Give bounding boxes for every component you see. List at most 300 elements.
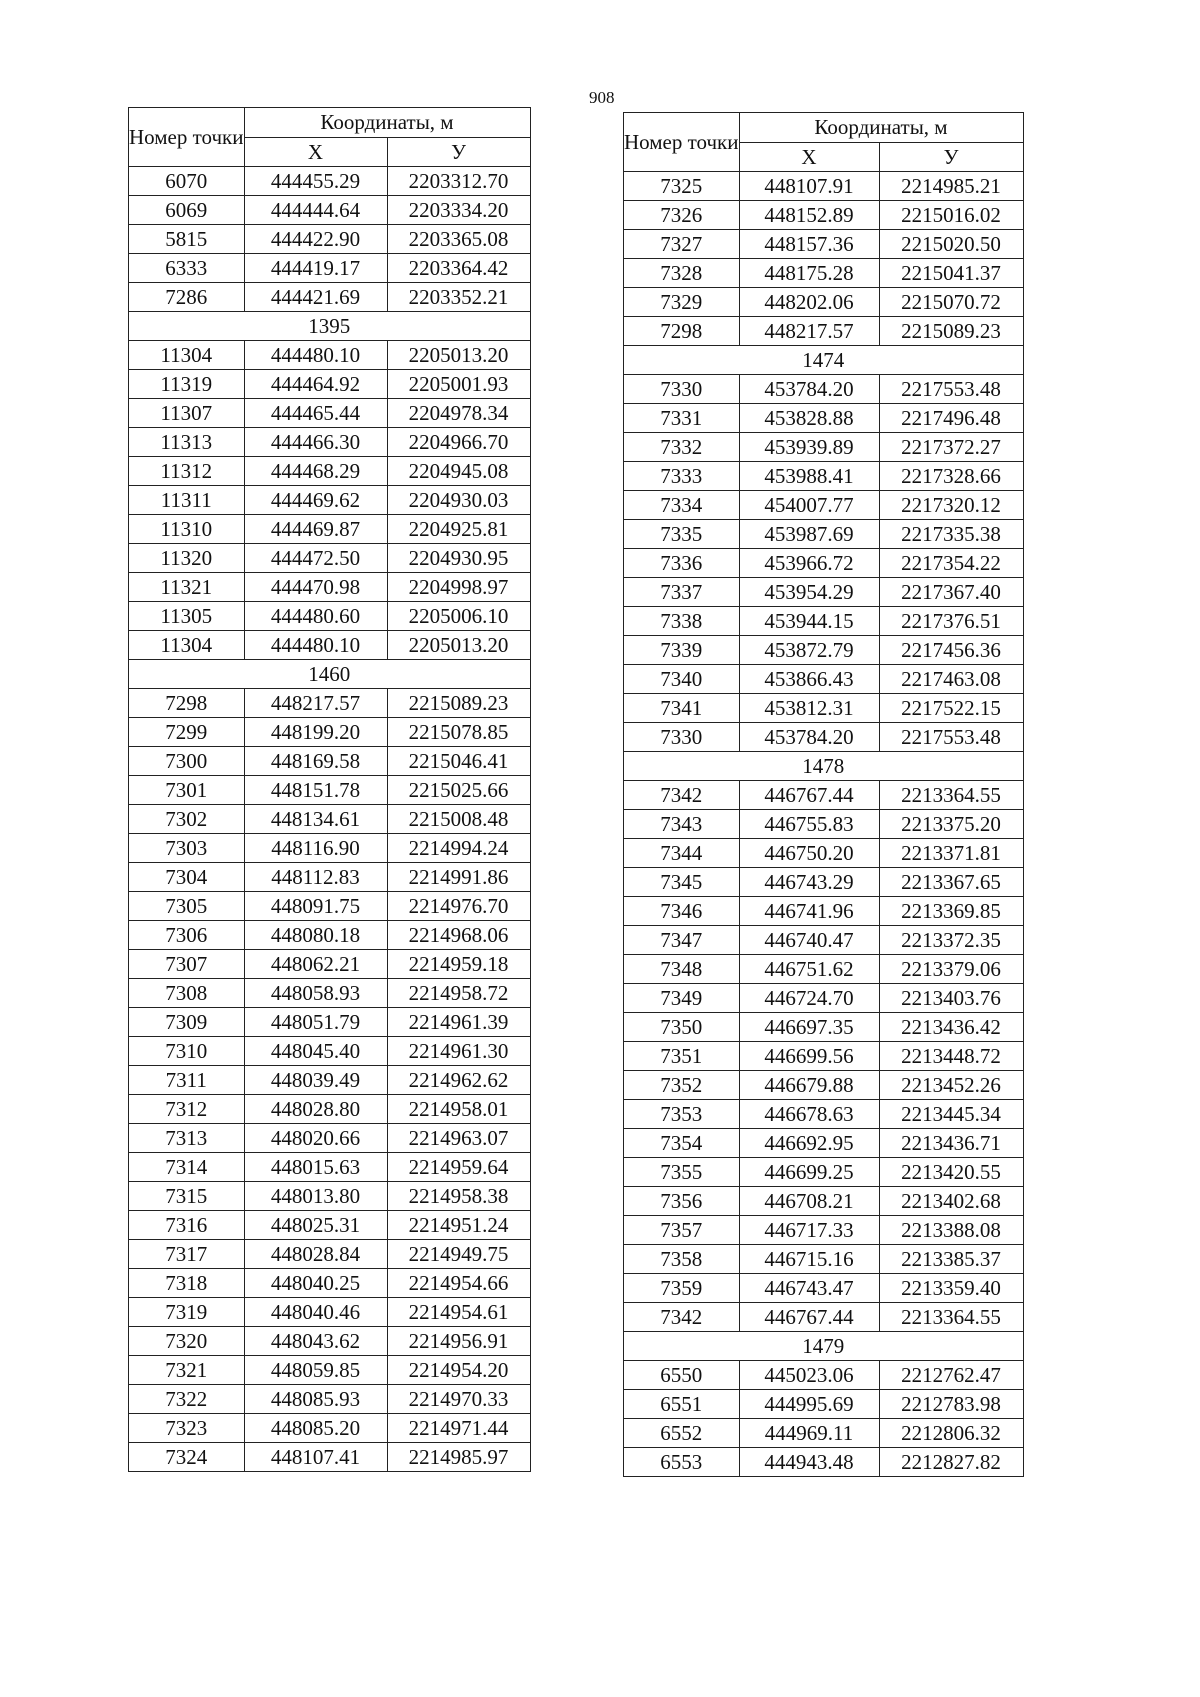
table-row bbox=[624, 172, 1024, 201]
point-number-cell: 7335 bbox=[624, 520, 740, 549]
table-row bbox=[129, 515, 531, 544]
table-row bbox=[624, 317, 1024, 346]
y-coordinate-cell: 2213452.26 bbox=[879, 1071, 1023, 1100]
point-number-cell: 7311 bbox=[129, 1066, 245, 1095]
y-coordinate-cell: 2214968.06 bbox=[387, 921, 530, 950]
table-row bbox=[624, 201, 1024, 230]
x-coordinate-cell: 446751.62 bbox=[739, 955, 879, 984]
x-coordinate-cell: 444480.10 bbox=[244, 341, 387, 370]
x-coordinate-cell: 448040.46 bbox=[244, 1298, 387, 1327]
x-coordinate-cell: 444444.64 bbox=[244, 196, 387, 225]
table-row bbox=[624, 839, 1024, 868]
y-coordinate-cell: 2214954.66 bbox=[387, 1269, 530, 1298]
x-coordinate-cell: 448157.36 bbox=[739, 230, 879, 259]
y-coordinate-cell: 2217335.38 bbox=[879, 520, 1023, 549]
y-coordinate-cell: 2213445.34 bbox=[879, 1100, 1023, 1129]
y-coordinate-cell: 2213371.81 bbox=[879, 839, 1023, 868]
y-coordinate-cell: 2214961.39 bbox=[387, 1008, 530, 1037]
y-coordinate-cell: 2214963.07 bbox=[387, 1124, 530, 1153]
x-coordinate-cell: 448152.89 bbox=[739, 201, 879, 230]
table-row bbox=[624, 1071, 1024, 1100]
table-row bbox=[129, 1385, 531, 1414]
x-coordinate-cell: 453944.15 bbox=[739, 607, 879, 636]
table-row bbox=[624, 520, 1024, 549]
table-row bbox=[129, 979, 531, 1008]
y-coordinate-cell: 2213402.68 bbox=[879, 1187, 1023, 1216]
y-coordinate-cell: 2214994.24 bbox=[387, 834, 530, 863]
point-number-cell: 7331 bbox=[624, 404, 740, 433]
x-coordinate-cell: 448175.28 bbox=[739, 259, 879, 288]
table-row bbox=[129, 921, 531, 950]
y-coordinate-cell: 2214976.70 bbox=[387, 892, 530, 921]
table-row bbox=[129, 370, 531, 399]
table-row bbox=[129, 399, 531, 428]
x-coordinate-cell: 446755.83 bbox=[739, 810, 879, 839]
y-coordinate-cell: 2214985.97 bbox=[387, 1443, 530, 1472]
point-number-cell: 7298 bbox=[129, 689, 245, 718]
x-coordinate-cell: 446750.20 bbox=[739, 839, 879, 868]
coordinates-table-left bbox=[128, 107, 531, 1472]
x-coordinate-cell: 444995.69 bbox=[739, 1390, 879, 1419]
point-number-cell: 7358 bbox=[624, 1245, 740, 1274]
point-number-cell: 7321 bbox=[129, 1356, 245, 1385]
section-row bbox=[624, 1332, 1024, 1361]
y-coordinate-cell: 2215089.23 bbox=[387, 689, 530, 718]
x-coordinate-cell: 444421.69 bbox=[244, 283, 387, 312]
table-row bbox=[624, 1216, 1024, 1245]
point-number-cell: 6550 bbox=[624, 1361, 740, 1390]
x-coordinate-cell: 448112.83 bbox=[244, 863, 387, 892]
x-coordinate-cell: 448059.85 bbox=[244, 1356, 387, 1385]
table-row bbox=[624, 868, 1024, 897]
table-row bbox=[129, 254, 531, 283]
section-row bbox=[129, 312, 531, 341]
y-coordinate-cell: 2214954.20 bbox=[387, 1356, 530, 1385]
x-coordinate-cell: 446678.63 bbox=[739, 1100, 879, 1129]
x-coordinate-cell: 444470.98 bbox=[244, 573, 387, 602]
y-coordinate-cell: 2214959.18 bbox=[387, 950, 530, 979]
point-number-cell: 7349 bbox=[624, 984, 740, 1013]
table-row bbox=[129, 892, 531, 921]
section-row bbox=[129, 660, 531, 689]
table-row bbox=[624, 723, 1024, 752]
x-coordinate-cell: 446717.33 bbox=[739, 1216, 879, 1245]
x-coordinate-cell: 445023.06 bbox=[739, 1361, 879, 1390]
y-coordinate-cell: 2214962.62 bbox=[387, 1066, 530, 1095]
y-coordinate-cell: 2213385.37 bbox=[879, 1245, 1023, 1274]
point-number-cell: 11304 bbox=[129, 341, 245, 370]
y-coordinate-cell: 2214949.75 bbox=[387, 1240, 530, 1269]
x-coordinate-cell: 448107.91 bbox=[739, 172, 879, 201]
header-coordinates: Координаты, м bbox=[739, 113, 1023, 143]
x-coordinate-cell: 448039.49 bbox=[244, 1066, 387, 1095]
y-coordinate-cell: 2204925.81 bbox=[387, 515, 530, 544]
y-coordinate-cell: 2213448.72 bbox=[879, 1042, 1023, 1071]
table-row bbox=[129, 341, 531, 370]
point-number-cell: 7328 bbox=[624, 259, 740, 288]
x-coordinate-cell: 446699.56 bbox=[739, 1042, 879, 1071]
table-row bbox=[129, 1153, 531, 1182]
table-row bbox=[624, 1274, 1024, 1303]
page-number: 908 bbox=[589, 88, 615, 107]
point-number-cell: 7305 bbox=[129, 892, 245, 921]
y-coordinate-cell: 2213420.55 bbox=[879, 1158, 1023, 1187]
y-coordinate-cell: 2213364.55 bbox=[879, 781, 1023, 810]
table-row bbox=[129, 689, 531, 718]
x-coordinate-cell: 446741.96 bbox=[739, 897, 879, 926]
point-number-cell: 7327 bbox=[624, 230, 740, 259]
point-number-cell: 7312 bbox=[129, 1095, 245, 1124]
y-coordinate-cell: 2214958.72 bbox=[387, 979, 530, 1008]
y-coordinate-cell: 2212806.32 bbox=[879, 1419, 1023, 1448]
table-row bbox=[624, 230, 1024, 259]
x-coordinate-cell: 446715.16 bbox=[739, 1245, 879, 1274]
header-point-number: Номер точки bbox=[129, 108, 245, 167]
table-row bbox=[624, 1448, 1024, 1477]
y-coordinate-cell: 2215041.37 bbox=[879, 259, 1023, 288]
table-body-left bbox=[129, 167, 531, 1472]
point-number-cell: 7306 bbox=[129, 921, 245, 950]
table-row bbox=[624, 636, 1024, 665]
point-number-cell: 7350 bbox=[624, 1013, 740, 1042]
x-coordinate-cell: 453987.69 bbox=[739, 520, 879, 549]
y-coordinate-cell: 2215078.85 bbox=[387, 718, 530, 747]
x-coordinate-cell: 453939.89 bbox=[739, 433, 879, 462]
section-label: 1478 bbox=[624, 752, 1024, 781]
x-coordinate-cell: 448045.40 bbox=[244, 1037, 387, 1066]
point-number-cell: 7355 bbox=[624, 1158, 740, 1187]
point-number-cell: 7342 bbox=[624, 781, 740, 810]
point-number-cell: 7332 bbox=[624, 433, 740, 462]
table-row bbox=[624, 433, 1024, 462]
point-number-cell: 7333 bbox=[624, 462, 740, 491]
x-coordinate-cell: 448040.25 bbox=[244, 1269, 387, 1298]
point-number-cell: 7339 bbox=[624, 636, 740, 665]
table-row bbox=[624, 810, 1024, 839]
y-coordinate-cell: 2213375.20 bbox=[879, 810, 1023, 839]
point-number-cell: 7308 bbox=[129, 979, 245, 1008]
table-row bbox=[129, 776, 531, 805]
point-number-cell: 11321 bbox=[129, 573, 245, 602]
x-coordinate-cell: 453954.29 bbox=[739, 578, 879, 607]
section-row bbox=[624, 752, 1024, 781]
table-row bbox=[624, 462, 1024, 491]
y-coordinate-cell: 2217456.36 bbox=[879, 636, 1023, 665]
y-coordinate-cell: 2217522.15 bbox=[879, 694, 1023, 723]
x-coordinate-cell: 453866.43 bbox=[739, 665, 879, 694]
point-number-cell: 7309 bbox=[129, 1008, 245, 1037]
point-number-cell: 11313 bbox=[129, 428, 245, 457]
x-coordinate-cell: 444466.30 bbox=[244, 428, 387, 457]
y-coordinate-cell: 2203312.70 bbox=[387, 167, 530, 196]
y-coordinate-cell: 2213364.55 bbox=[879, 1303, 1023, 1332]
y-coordinate-cell: 2203334.20 bbox=[387, 196, 530, 225]
coordinates-table-right bbox=[623, 112, 1024, 1477]
x-coordinate-cell: 448080.18 bbox=[244, 921, 387, 950]
point-number-cell: 11304 bbox=[129, 631, 245, 660]
point-number-cell: 11305 bbox=[129, 602, 245, 631]
y-coordinate-cell: 2205013.20 bbox=[387, 341, 530, 370]
point-number-cell: 11319 bbox=[129, 370, 245, 399]
point-number-cell: 7324 bbox=[129, 1443, 245, 1472]
x-coordinate-cell: 446743.47 bbox=[739, 1274, 879, 1303]
y-coordinate-cell: 2217463.08 bbox=[879, 665, 1023, 694]
x-coordinate-cell: 448062.21 bbox=[244, 950, 387, 979]
point-number-cell: 7342 bbox=[624, 1303, 740, 1332]
x-coordinate-cell: 448043.62 bbox=[244, 1327, 387, 1356]
point-number-cell: 7353 bbox=[624, 1100, 740, 1129]
point-number-cell: 11320 bbox=[129, 544, 245, 573]
table-row bbox=[129, 1240, 531, 1269]
point-number-cell: 7352 bbox=[624, 1071, 740, 1100]
y-coordinate-cell: 2213359.40 bbox=[879, 1274, 1023, 1303]
table-row bbox=[129, 486, 531, 515]
y-coordinate-cell: 2214991.86 bbox=[387, 863, 530, 892]
x-coordinate-cell: 454007.77 bbox=[739, 491, 879, 520]
table-body-right bbox=[624, 172, 1024, 1477]
point-number-cell: 11312 bbox=[129, 457, 245, 486]
y-coordinate-cell: 2215016.02 bbox=[879, 201, 1023, 230]
y-coordinate-cell: 2212762.47 bbox=[879, 1361, 1023, 1390]
x-coordinate-cell: 446692.95 bbox=[739, 1129, 879, 1158]
y-coordinate-cell: 2213367.65 bbox=[879, 868, 1023, 897]
table-row bbox=[624, 404, 1024, 433]
section-label: 1479 bbox=[624, 1332, 1024, 1361]
section-label: 1474 bbox=[624, 346, 1024, 375]
y-coordinate-cell: 2214970.33 bbox=[387, 1385, 530, 1414]
point-number-cell: 7356 bbox=[624, 1187, 740, 1216]
point-number-cell: 7330 bbox=[624, 375, 740, 404]
point-number-cell: 11307 bbox=[129, 399, 245, 428]
y-coordinate-cell: 2215070.72 bbox=[879, 288, 1023, 317]
point-number-cell: 7302 bbox=[129, 805, 245, 834]
y-coordinate-cell: 2213369.85 bbox=[879, 897, 1023, 926]
y-coordinate-cell: 2213403.76 bbox=[879, 984, 1023, 1013]
y-coordinate-cell: 2214956.91 bbox=[387, 1327, 530, 1356]
point-number-cell: 7351 bbox=[624, 1042, 740, 1071]
point-number-cell: 7334 bbox=[624, 491, 740, 520]
y-coordinate-cell: 2204930.03 bbox=[387, 486, 530, 515]
x-coordinate-cell: 448151.78 bbox=[244, 776, 387, 805]
x-coordinate-cell: 448134.61 bbox=[244, 805, 387, 834]
point-number-cell: 7314 bbox=[129, 1153, 245, 1182]
x-coordinate-cell: 448025.31 bbox=[244, 1211, 387, 1240]
point-number-cell: 7310 bbox=[129, 1037, 245, 1066]
y-coordinate-cell: 2204978.34 bbox=[387, 399, 530, 428]
table-row bbox=[624, 1013, 1024, 1042]
table-row bbox=[129, 1269, 531, 1298]
table-row bbox=[624, 1129, 1024, 1158]
x-coordinate-cell: 448107.41 bbox=[244, 1443, 387, 1472]
header-y: У bbox=[387, 137, 530, 167]
point-number-cell: 7345 bbox=[624, 868, 740, 897]
point-number-cell: 7330 bbox=[624, 723, 740, 752]
point-number-cell: 7304 bbox=[129, 863, 245, 892]
x-coordinate-cell: 448058.93 bbox=[244, 979, 387, 1008]
x-coordinate-cell: 446740.47 bbox=[739, 926, 879, 955]
point-number-cell: 7299 bbox=[129, 718, 245, 747]
point-number-cell: 7313 bbox=[129, 1124, 245, 1153]
point-number-cell: 7336 bbox=[624, 549, 740, 578]
point-number-cell: 7318 bbox=[129, 1269, 245, 1298]
table-row bbox=[129, 1443, 531, 1472]
point-number-cell: 7303 bbox=[129, 834, 245, 863]
table-row bbox=[624, 1158, 1024, 1187]
y-coordinate-cell: 2217328.66 bbox=[879, 462, 1023, 491]
x-coordinate-cell: 444480.60 bbox=[244, 602, 387, 631]
y-coordinate-cell: 2214954.61 bbox=[387, 1298, 530, 1327]
header-coordinates: Координаты, м bbox=[244, 108, 530, 138]
y-coordinate-cell: 2217553.48 bbox=[879, 375, 1023, 404]
table-row bbox=[624, 1390, 1024, 1419]
x-coordinate-cell: 444469.62 bbox=[244, 486, 387, 515]
x-coordinate-cell: 444472.50 bbox=[244, 544, 387, 573]
y-coordinate-cell: 2213379.06 bbox=[879, 955, 1023, 984]
table-row bbox=[129, 428, 531, 457]
y-coordinate-cell: 2215025.66 bbox=[387, 776, 530, 805]
table-row bbox=[129, 1095, 531, 1124]
y-coordinate-cell: 2214961.30 bbox=[387, 1037, 530, 1066]
x-coordinate-cell: 444422.90 bbox=[244, 225, 387, 254]
table-row bbox=[129, 631, 531, 660]
x-coordinate-cell: 448217.57 bbox=[244, 689, 387, 718]
x-coordinate-cell: 446767.44 bbox=[739, 1303, 879, 1332]
table-row bbox=[129, 1298, 531, 1327]
table-row bbox=[624, 694, 1024, 723]
section-label: 1460 bbox=[129, 660, 531, 689]
table-row bbox=[129, 950, 531, 979]
point-number-cell: 7300 bbox=[129, 747, 245, 776]
x-coordinate-cell: 446699.25 bbox=[739, 1158, 879, 1187]
x-coordinate-cell: 448013.80 bbox=[244, 1182, 387, 1211]
point-number-cell: 6551 bbox=[624, 1390, 740, 1419]
x-coordinate-cell: 448028.80 bbox=[244, 1095, 387, 1124]
table-row bbox=[624, 897, 1024, 926]
y-coordinate-cell: 2214958.01 bbox=[387, 1095, 530, 1124]
point-number-cell: 7317 bbox=[129, 1240, 245, 1269]
table-row bbox=[129, 1414, 531, 1443]
table-row bbox=[129, 747, 531, 776]
x-coordinate-cell: 446697.35 bbox=[739, 1013, 879, 1042]
x-coordinate-cell: 453784.20 bbox=[739, 723, 879, 752]
table-row bbox=[624, 578, 1024, 607]
table-row bbox=[624, 288, 1024, 317]
y-coordinate-cell: 2203364.42 bbox=[387, 254, 530, 283]
y-coordinate-cell: 2217320.12 bbox=[879, 491, 1023, 520]
y-coordinate-cell: 2215020.50 bbox=[879, 230, 1023, 259]
table-row bbox=[129, 834, 531, 863]
point-number-cell: 7307 bbox=[129, 950, 245, 979]
x-coordinate-cell: 448116.90 bbox=[244, 834, 387, 863]
y-coordinate-cell: 2215008.48 bbox=[387, 805, 530, 834]
y-coordinate-cell: 2204966.70 bbox=[387, 428, 530, 457]
x-coordinate-cell: 453988.41 bbox=[739, 462, 879, 491]
point-number-cell: 7344 bbox=[624, 839, 740, 868]
y-coordinate-cell: 2217496.48 bbox=[879, 404, 1023, 433]
x-coordinate-cell: 444943.48 bbox=[739, 1448, 879, 1477]
y-coordinate-cell: 2204945.08 bbox=[387, 457, 530, 486]
x-coordinate-cell: 448091.75 bbox=[244, 892, 387, 921]
y-coordinate-cell: 2214985.21 bbox=[879, 172, 1023, 201]
point-number-cell: 7329 bbox=[624, 288, 740, 317]
y-coordinate-cell: 2214959.64 bbox=[387, 1153, 530, 1182]
table-row bbox=[129, 1066, 531, 1095]
x-coordinate-cell: 444455.29 bbox=[244, 167, 387, 196]
y-coordinate-cell: 2213436.42 bbox=[879, 1013, 1023, 1042]
y-coordinate-cell: 2217354.22 bbox=[879, 549, 1023, 578]
table-row bbox=[129, 1327, 531, 1356]
point-number-cell: 7341 bbox=[624, 694, 740, 723]
header-y: У bbox=[879, 142, 1023, 172]
y-coordinate-cell: 2217376.51 bbox=[879, 607, 1023, 636]
table-row bbox=[624, 1303, 1024, 1332]
table-row bbox=[129, 602, 531, 631]
table-row bbox=[129, 544, 531, 573]
table-row bbox=[129, 1211, 531, 1240]
point-number-cell: 7301 bbox=[129, 776, 245, 805]
header-x: X bbox=[244, 137, 387, 167]
table-row bbox=[129, 283, 531, 312]
point-number-cell: 7315 bbox=[129, 1182, 245, 1211]
point-number-cell: 7322 bbox=[129, 1385, 245, 1414]
y-coordinate-cell: 2213388.08 bbox=[879, 1216, 1023, 1245]
x-coordinate-cell: 453828.88 bbox=[739, 404, 879, 433]
point-number-cell: 6552 bbox=[624, 1419, 740, 1448]
table-row bbox=[624, 1361, 1024, 1390]
y-coordinate-cell: 2203352.21 bbox=[387, 283, 530, 312]
point-number-cell: 7337 bbox=[624, 578, 740, 607]
point-number-cell: 7347 bbox=[624, 926, 740, 955]
y-coordinate-cell: 2205006.10 bbox=[387, 602, 530, 631]
point-number-cell: 6069 bbox=[129, 196, 245, 225]
x-coordinate-cell: 453784.20 bbox=[739, 375, 879, 404]
y-coordinate-cell: 2213436.71 bbox=[879, 1129, 1023, 1158]
table-row bbox=[129, 167, 531, 196]
x-coordinate-cell: 448169.58 bbox=[244, 747, 387, 776]
section-label: 1395 bbox=[129, 312, 531, 341]
table-row bbox=[624, 491, 1024, 520]
x-coordinate-cell: 444480.10 bbox=[244, 631, 387, 660]
table-row bbox=[624, 375, 1024, 404]
y-coordinate-cell: 2205001.93 bbox=[387, 370, 530, 399]
table-row bbox=[624, 1100, 1024, 1129]
point-number-cell: 7326 bbox=[624, 201, 740, 230]
x-coordinate-cell: 448202.06 bbox=[739, 288, 879, 317]
y-coordinate-cell: 2204930.95 bbox=[387, 544, 530, 573]
point-number-cell: 7346 bbox=[624, 897, 740, 926]
x-coordinate-cell: 444969.11 bbox=[739, 1419, 879, 1448]
point-number-cell: 7359 bbox=[624, 1274, 740, 1303]
table-row bbox=[129, 225, 531, 254]
point-number-cell: 7316 bbox=[129, 1211, 245, 1240]
point-number-cell: 7338 bbox=[624, 607, 740, 636]
point-number-cell: 7340 bbox=[624, 665, 740, 694]
point-number-cell: 6070 bbox=[129, 167, 245, 196]
table-row bbox=[624, 781, 1024, 810]
table-row bbox=[624, 259, 1024, 288]
point-number-cell: 7323 bbox=[129, 1414, 245, 1443]
y-coordinate-cell: 2217367.40 bbox=[879, 578, 1023, 607]
x-coordinate-cell: 448020.66 bbox=[244, 1124, 387, 1153]
x-coordinate-cell: 444419.17 bbox=[244, 254, 387, 283]
x-coordinate-cell: 453812.31 bbox=[739, 694, 879, 723]
header-x: X bbox=[739, 142, 879, 172]
x-coordinate-cell: 446679.88 bbox=[739, 1071, 879, 1100]
y-coordinate-cell: 2213372.35 bbox=[879, 926, 1023, 955]
point-number-cell: 7357 bbox=[624, 1216, 740, 1245]
x-coordinate-cell: 448015.63 bbox=[244, 1153, 387, 1182]
x-coordinate-cell: 446743.29 bbox=[739, 868, 879, 897]
